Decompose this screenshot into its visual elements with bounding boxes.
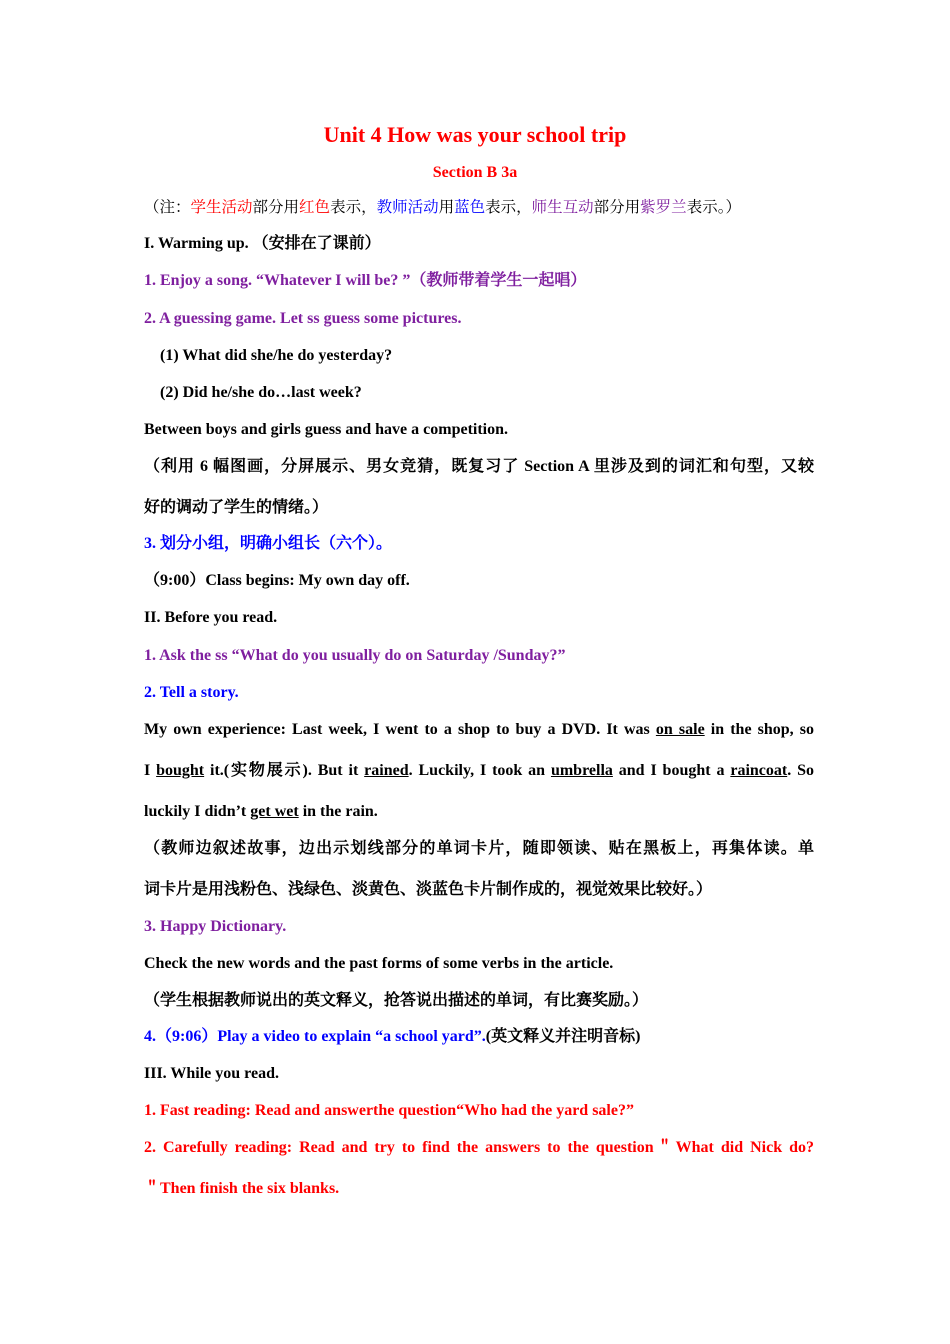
story-line-2: I bought it.(实物展示). But it rained. Luckily, I took an umbrella and I bought a raincoat. So (144, 762, 814, 779)
careful-reading-line-1: 2. Carefully reading: Read and try to find the answers to the question＂What did Nick do? (144, 1139, 814, 1156)
section-subtitle: Section B 3a (432, 164, 518, 181)
careful-reading-line-2: ＂Then finish the six blanks. (144, 1180, 340, 1197)
warming-note-line-2: 好的调动了学生的情绪。） (144, 499, 329, 516)
color-legend-note: （注：学生活动部分用红色表示，教师活动用蓝色表示，师生互动部分用紫罗兰表示。） (144, 199, 741, 216)
vocab-umbrella: umbrella (550, 762, 613, 779)
enjoy-song-item: 1. Enjoy a song. “Whatever I will be? ”（教师带着学生一起唱） (144, 272, 587, 289)
competition-line: Between boys and girls guess and have a competition. (144, 421, 509, 438)
before-read-heading: II. Before you read. (144, 609, 278, 626)
vocab-bought: bought (156, 762, 205, 779)
story-line-1: My own experience: Last week, I went to a shop to buy a DVD. It was on sale in the shop, so (144, 721, 815, 738)
happy-dictionary-item: 3. Happy Dictionary. (144, 918, 287, 935)
group-division-item: 3. 划分小组，明确小组长（六个）。 (144, 535, 393, 552)
legend-teacher-label: 教师活动 (376, 199, 439, 216)
while-read-heading: III. While you read. (144, 1065, 279, 1082)
story-note-line-1: （教师边叙述故事，边出示划线部分的单词卡片，随即领读、贴在黑板上，再集体读。单 (144, 840, 814, 857)
guessing-game-item: 2. A guessing game. Let ss guess some pictures. (144, 310, 462, 327)
fast-reading-item: 1. Fast reading: Read and answerthe question“Who had the yard sale?” (144, 1102, 634, 1119)
guess-question-2: (2) Did he/she do…last week? (160, 384, 362, 401)
check-words-note: （学生根据教师说出的英文释义，抢答说出描述的单词，有比赛奖励。） (144, 992, 649, 1009)
vocab-rained: rained (364, 762, 409, 779)
vocab-get-wet: get wet (250, 803, 299, 820)
page-title: Unit 4 How was your school trip (323, 122, 627, 147)
vocab-on-sale: on sale (655, 721, 705, 738)
legend-student-label: 学生活动 (190, 199, 253, 216)
legend-red-label: 红色 (299, 199, 331, 216)
play-video-item: 4.（9:06）Play a video to explain “a school yard”.(英文释义并注明音标) (144, 1028, 641, 1045)
story-note-line-2: 词卡片是用浅粉色、浅绿色、淡黄色、淡蓝色卡片制作成的，视觉效果比较好。） (144, 881, 713, 898)
warming-note-line-1: （利用 6 幅图画，分屏展示、男女竞猜，既复习了 Section A 里涉及到的词汇和句型，又较 (144, 458, 814, 475)
legend-blue-label: 蓝色 (454, 199, 486, 216)
story-line-3: luckily I didn’t get wet in the rain. (144, 803, 378, 820)
guess-question-1: (1) What did she/he do yesterday? (160, 347, 393, 364)
legend-mutual-label: 师生互动 (531, 199, 594, 216)
warming-up-heading: I. Warming up. （安排在了课前） (144, 235, 381, 252)
tell-story-item: 2. Tell a story. (144, 684, 239, 701)
check-words-line: Check the new words and the past forms of some verbs in the article. (144, 955, 614, 972)
legend-purple-label: 紫罗兰 (640, 199, 687, 216)
ask-ss-item: 1. Ask the ss “What do you usually do on Saturday /Sunday?” (144, 647, 566, 664)
class-begins-line: （9:00）Class begins: My own day off. (144, 572, 410, 589)
vocab-raincoat: raincoat (730, 762, 788, 779)
